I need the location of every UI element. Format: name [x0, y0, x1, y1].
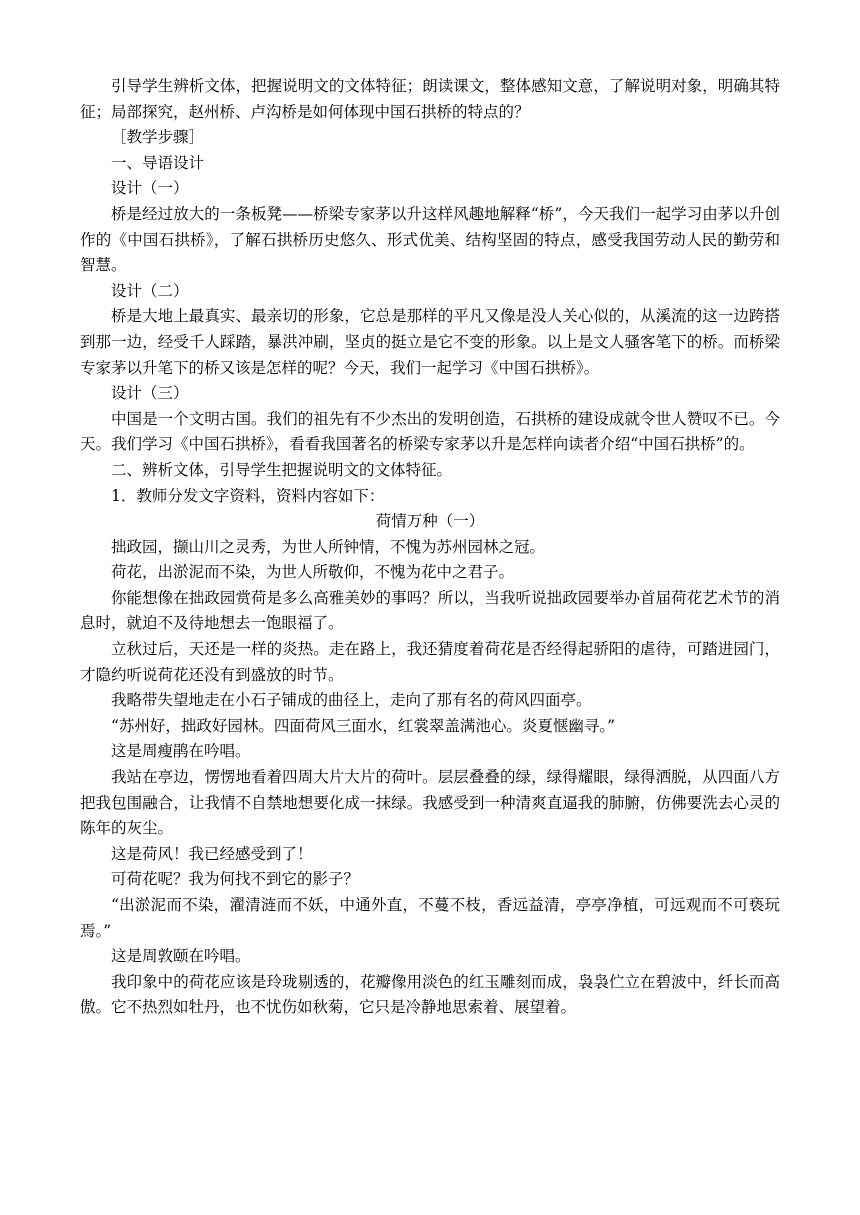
material-paragraph: 拙政园，撷山川之灵秀，为世人所钟情，不愧为苏州园林之冠。: [111, 537, 546, 556]
material-paragraph: 我略带失望地走在小石子铺成的曲径上，走向了那有名的荷风四面亭。: [111, 691, 592, 710]
heading-teaching-steps: ［教学步骤］: [111, 128, 205, 147]
material-paragraph: 这是周瘦鹃在吟唱。: [111, 742, 251, 761]
material-paragraph: 我印象中的荷花应该是玲珑剔透的，花瓣像用淡色的红玉雕刻而成，袅袅伫立在碧波中，纤长而高傲。它不热烈如牡丹，也不忧伤如秋菊，它只是冷静地思索着、展望着。: [80, 972, 780, 1017]
material-quote: “苏州好，拙政好园林。四面荷风三面水，红裳翠盖满池心。炎夏惬幽寻。”: [111, 716, 616, 735]
material-title: 荷情万种（一）: [375, 512, 485, 531]
material-paragraph: 这是周敦颐在吟唱。: [111, 947, 251, 966]
paragraph-objectives: 引导学生辨析文体，把握说明文的文体特征；朗读课文，整体感知文意，了解说明对象，明确其特征；局部探究，赵州桥、卢沟桥是如何体现中国石拱桥的特点的？: [80, 77, 780, 121]
paragraph-design-1: 桥是经过放大的一条板凳——桥梁专家茅以升这样风趣地解释“桥”，今天我们一起学习由茅以升创作的《中国石拱桥》，了解石拱桥历史悠久、形式优美、结构坚固的特点，感受我国劳动人民的勤劳和智慧。: [80, 204, 780, 275]
document-page: [80, 74, 780, 1021]
paragraph-material-intro: 1．教师分发文字资料，资料内容如下：: [111, 486, 385, 505]
material-paragraph: 我站在亭边，愣愣地看着四周大片大片的荷叶。层层叠叠的绿，绿得耀眼，绿得洒脱，从四面八方把我包围融合，让我情不自禁地想要化成一抹绿。我感受到一种清爽直逼我的肺腑，仿佛要洗去心灵的陈年的灰尘。: [80, 768, 780, 838]
material-paragraph: 这是荷风！我已经感受到了！: [111, 844, 313, 863]
paragraph-design-3: 中国是一个文明古国。我们的祖先有不少杰出的发明创造，石拱桥的建设成就令世人赞叹不已。今天。我们学习《中国石拱桥》，看看我国著名的桥梁专家茅以升是怎样向读者介绍“中国石拱桥”的。: [80, 409, 780, 454]
heading-intro-design: 一、导语设计: [111, 153, 205, 172]
heading-design-1: 设计（一）: [111, 179, 189, 198]
material-paragraph: 可荷花呢？我为何找不到它的影子？: [111, 870, 360, 889]
material-paragraph: 你能想像在拙政园赏荷是多么高雅美妙的事吗？所以，当我听说拙政园要举办首届荷花艺术节的消息时，就迫不及待地想去一饱眼福了。: [80, 588, 780, 633]
heading-design-3: 设计（三）: [111, 384, 189, 403]
paragraph-design-2: 桥是大地上最真实、最亲切的形象，它总是那样的平凡又像是没人关心似的，从溪流的这一边跨搭到那一边，经受千人踩踏，暴洪冲刷，坚贞的挺立是它不变的形象。以上是文人骚客笔下的桥。而桥梁专家茅以升笔下的桥又该是怎样的呢？今天，我们一起学习《中国石拱桥》。: [80, 307, 780, 377]
material-paragraph: 荷花，出淤泥而不染，为世人所敬仰，不愧为花中之君子。: [111, 563, 515, 582]
material-paragraph: 立秋过后，天还是一样的炎热。走在路上，我还猜度着荷花是否经得起骄阳的虐待，可踏进园门，才隐约听说荷花还没有到盛放的时节。: [80, 640, 780, 684]
heading-design-2: 设计（二）: [111, 281, 189, 300]
heading-genre-analysis: 二、辨析文体，引导学生把握说明文的文体特征。: [111, 460, 453, 479]
material-quote: “出淤泥而不染，濯清涟而不妖，中通外直，不蔓不枝，香远益清，亭亭净植，可远观而不可亵玩焉。”: [80, 896, 780, 940]
